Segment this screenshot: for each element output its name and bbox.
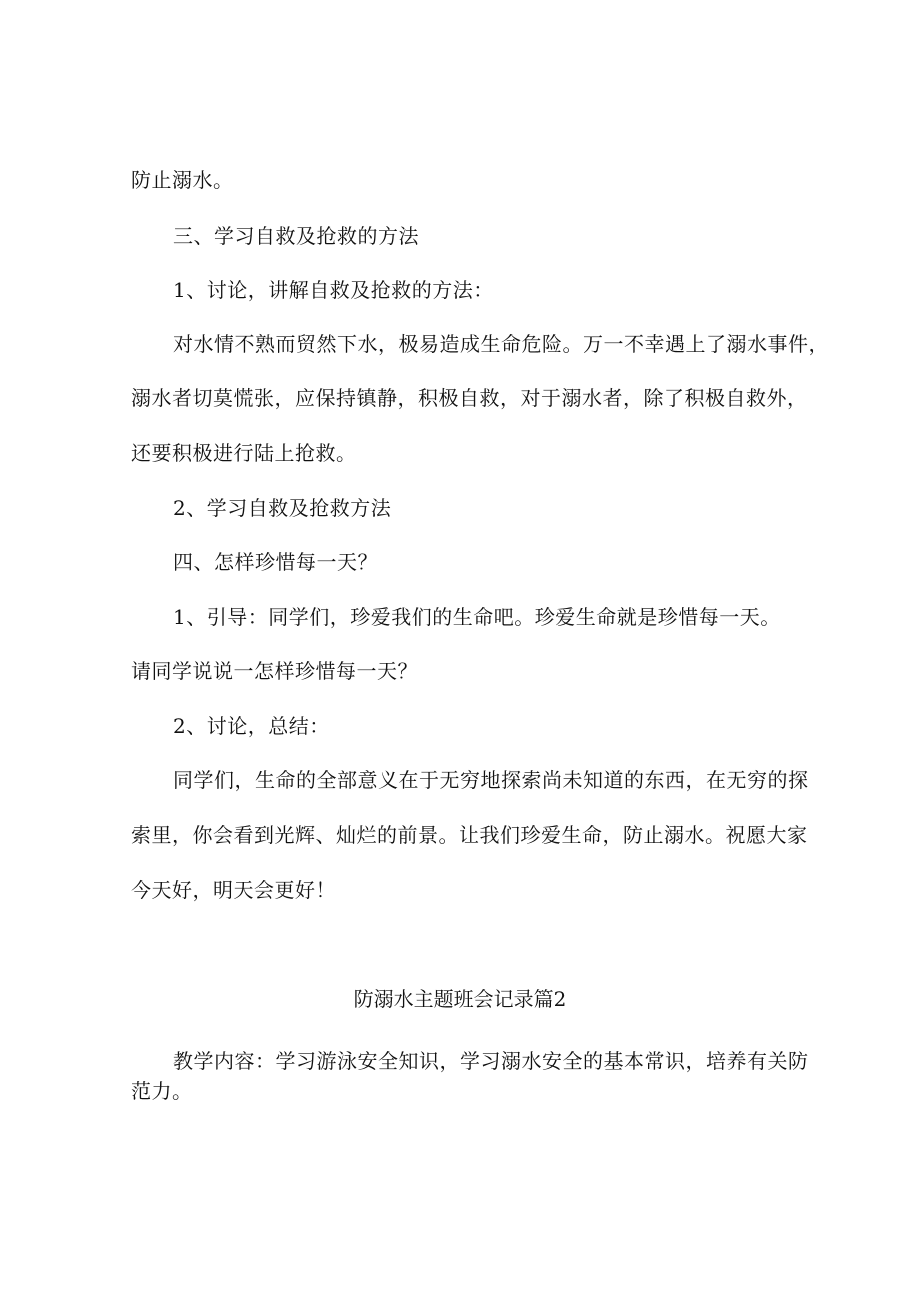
paragraph-line: 同学们，生命的全部意义在于无穷地探索尚未知道的东西，在无穷的探 [173, 768, 809, 792]
teaching-content-line: 范力。 [131, 1079, 193, 1103]
paragraph-line: 请同学说说一怎样珍惜每一天？ [131, 659, 418, 683]
paragraph-line: 对水情不熟而贸然下水，极易造成生命危险。万一不幸遇上了溺水事件， [173, 332, 829, 356]
document-title: 防溺水主题班会记录篇2 [353, 987, 567, 1011]
list-item-3-1: 1、讨论，讲解自救及抢救的方法： [173, 278, 494, 302]
paragraph-continuation: 防止溺水。 [131, 168, 234, 192]
paragraph-line: 还要积极进行陆上抢救。 [131, 441, 357, 465]
teaching-content-line: 教学内容：学习游泳安全知识，学习溺水安全的基本常识，培养有关防 [173, 1049, 809, 1073]
paragraph-line: 今天好，明天会更好！ [131, 878, 336, 902]
list-item-4-1: 1、引导：同学们，珍爱我们的生命吧。珍爱生命就是珍惜每一天。 [173, 605, 781, 629]
list-item-3-2: 2、学习自救及抢救方法 [173, 496, 392, 520]
section-heading-3: 三、学习自救及抢救的方法 [173, 224, 419, 248]
paragraph-line: 溺水者切莫慌张，应保持镇静，积极自救，对于溺水者，除了积极自救外， [131, 386, 808, 410]
paragraph-line: 索里，你会看到光辉、灿烂的前景。让我们珍爱生命，防止溺水。祝愿大家 [131, 823, 808, 847]
list-item-4-2: 2、讨论，总结： [173, 714, 330, 738]
section-heading-4: 四、怎样珍惜每一天？ [173, 550, 378, 574]
